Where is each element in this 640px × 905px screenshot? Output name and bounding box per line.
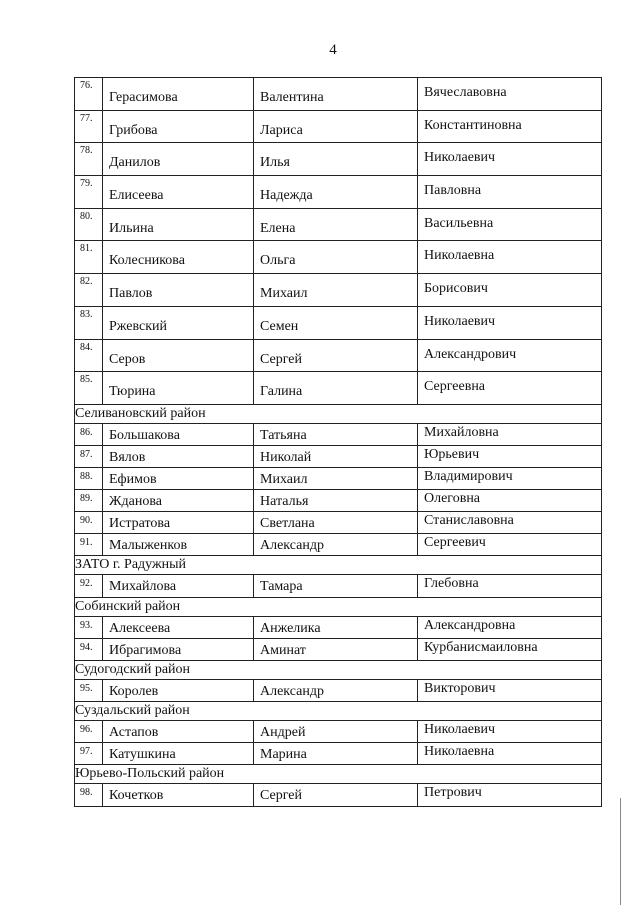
table-row	[75, 307, 601, 340]
patronymic: Глебовна	[424, 576, 479, 592]
patronymic: Николаевна	[424, 248, 495, 264]
patronymic: Николаевич	[424, 721, 496, 737]
first-name: Светлана	[254, 512, 418, 533]
table-row	[75, 78, 601, 111]
table-row	[75, 111, 601, 144]
page-number: 4	[329, 42, 337, 58]
row-number: 79.	[75, 176, 103, 208]
row-number: 81.	[75, 241, 103, 273]
first-name: Валентина	[254, 78, 418, 110]
patronymic: Михайловна	[424, 424, 499, 440]
last-name: Большакова	[103, 424, 254, 445]
row-number: 88.	[75, 468, 103, 489]
page-edge-line	[620, 798, 621, 905]
last-name: Истратова	[103, 512, 254, 533]
row-number: 90.	[75, 512, 103, 533]
last-name: Тюрина	[103, 372, 254, 404]
table-row	[75, 575, 601, 597]
row-number: 96.	[75, 721, 103, 742]
first-name: Александр	[254, 680, 418, 701]
first-name: Сергей	[254, 340, 418, 372]
patronymic: Александрович	[424, 346, 517, 362]
patronymic: Борисович	[424, 281, 488, 297]
last-name: Данилов	[103, 143, 254, 175]
table-row	[75, 512, 601, 534]
patronymic: Станиславовна	[424, 513, 514, 529]
patronymic: Курбанисмаиловна	[424, 639, 538, 655]
table-row	[75, 340, 601, 373]
table-row	[75, 176, 601, 209]
last-name: Кочетков	[103, 784, 254, 806]
table-row	[75, 209, 601, 242]
last-name: Серов	[103, 340, 254, 372]
row-number: 94.	[75, 639, 103, 660]
last-name: Вялов	[103, 446, 254, 467]
table-row	[75, 743, 601, 765]
last-name: Катушкина	[103, 743, 254, 764]
first-name: Илья	[254, 143, 418, 175]
last-name: Жданова	[103, 490, 254, 511]
table-row	[75, 274, 601, 307]
table-row	[75, 372, 601, 405]
district-header: Судогодский район	[75, 661, 601, 680]
patronymic: Вячеславовна	[424, 85, 507, 100]
last-name: Ибрагимова	[103, 639, 254, 660]
last-name: Павлов	[103, 274, 254, 306]
first-name: Михаил	[254, 274, 418, 306]
patronymic: Сергеевич	[424, 535, 486, 551]
first-name: Николай	[254, 446, 418, 467]
last-name: Елисеева	[103, 176, 254, 208]
row-number: 83.	[75, 307, 103, 339]
table-row	[75, 617, 601, 639]
first-name: Галина	[254, 372, 418, 404]
patronymic: Васильевна	[424, 215, 494, 231]
district-header: Юрьево-Польский район	[75, 765, 601, 784]
first-name: Тамара	[254, 575, 418, 596]
district-header: Суздальский район	[75, 702, 601, 721]
row-number: 87.	[75, 446, 103, 467]
row-number: 91.	[75, 534, 103, 555]
first-name: Марина	[254, 743, 418, 764]
patronymic: Олеговна	[424, 491, 481, 507]
last-name: Ржевский	[103, 307, 254, 339]
row-number: 92.	[75, 575, 103, 596]
row-number: 84.	[75, 340, 103, 372]
last-name: Алексеева	[103, 617, 254, 638]
first-name: Татьяна	[254, 424, 418, 445]
table-row	[75, 241, 601, 274]
table-row	[75, 680, 601, 702]
row-number: 80.	[75, 209, 103, 241]
row-number: 86.	[75, 424, 103, 445]
last-name: Герасимова	[103, 78, 254, 110]
first-name: Ольга	[254, 241, 418, 273]
names-table	[74, 77, 602, 807]
first-name: Сергей	[254, 784, 418, 806]
last-name: Михайлова	[103, 575, 254, 596]
patronymic: Николаевич	[424, 150, 496, 166]
table-row	[75, 424, 601, 446]
table-row	[75, 784, 601, 806]
patronymic: Павловна	[424, 183, 482, 199]
last-name: Ефимов	[103, 468, 254, 489]
table-row	[75, 639, 601, 661]
last-name: Ильина	[103, 209, 254, 241]
row-number: 82.	[75, 274, 103, 306]
last-name: Малыженков	[103, 534, 254, 555]
table-row	[75, 721, 601, 743]
patronymic: Николаевна	[424, 743, 495, 759]
first-name: Наталья	[254, 490, 418, 511]
table-row	[75, 490, 601, 512]
row-number: 98.	[75, 784, 103, 806]
patronymic: Викторович	[424, 680, 496, 696]
patronymic: Александровна	[424, 617, 516, 633]
last-name: Астапов	[103, 721, 254, 742]
row-number: 78.	[75, 143, 103, 175]
patronymic: Владимирович	[424, 469, 513, 485]
last-name: Грибова	[103, 111, 254, 143]
last-name: Королев	[103, 680, 254, 701]
district-header: ЗАТО г. Радужный	[75, 556, 601, 575]
row-number: 97.	[75, 743, 103, 764]
row-number: 85.	[75, 372, 103, 404]
district-header: Селивановский район	[75, 405, 601, 424]
first-name: Михаил	[254, 468, 418, 489]
last-name: Колесникова	[103, 241, 254, 273]
first-name: Елена	[254, 209, 418, 241]
row-number: 95.	[75, 680, 103, 701]
row-number: 77.	[75, 111, 103, 143]
patronymic: Юрьевич	[424, 446, 480, 462]
patronymic: Петрович	[424, 785, 482, 800]
district-header: Собинский район	[75, 598, 601, 617]
patronymic: Сергеевна	[424, 379, 486, 395]
first-name: Семен	[254, 307, 418, 339]
first-name: Александр	[254, 534, 418, 555]
row-number: 93.	[75, 617, 103, 638]
first-name: Лариса	[254, 111, 418, 143]
table-row	[75, 143, 601, 176]
first-name: Анжелика	[254, 617, 418, 638]
row-number: 89.	[75, 490, 103, 511]
table-row	[75, 468, 601, 490]
patronymic: Николаевич	[424, 313, 496, 329]
first-name: Андрей	[254, 721, 418, 742]
table-row	[75, 446, 601, 468]
table-row	[75, 534, 601, 556]
first-name: Надежда	[254, 176, 418, 208]
row-number: 76.	[75, 78, 103, 110]
first-name: Аминат	[254, 639, 418, 660]
patronymic: Константиновна	[424, 117, 522, 133]
